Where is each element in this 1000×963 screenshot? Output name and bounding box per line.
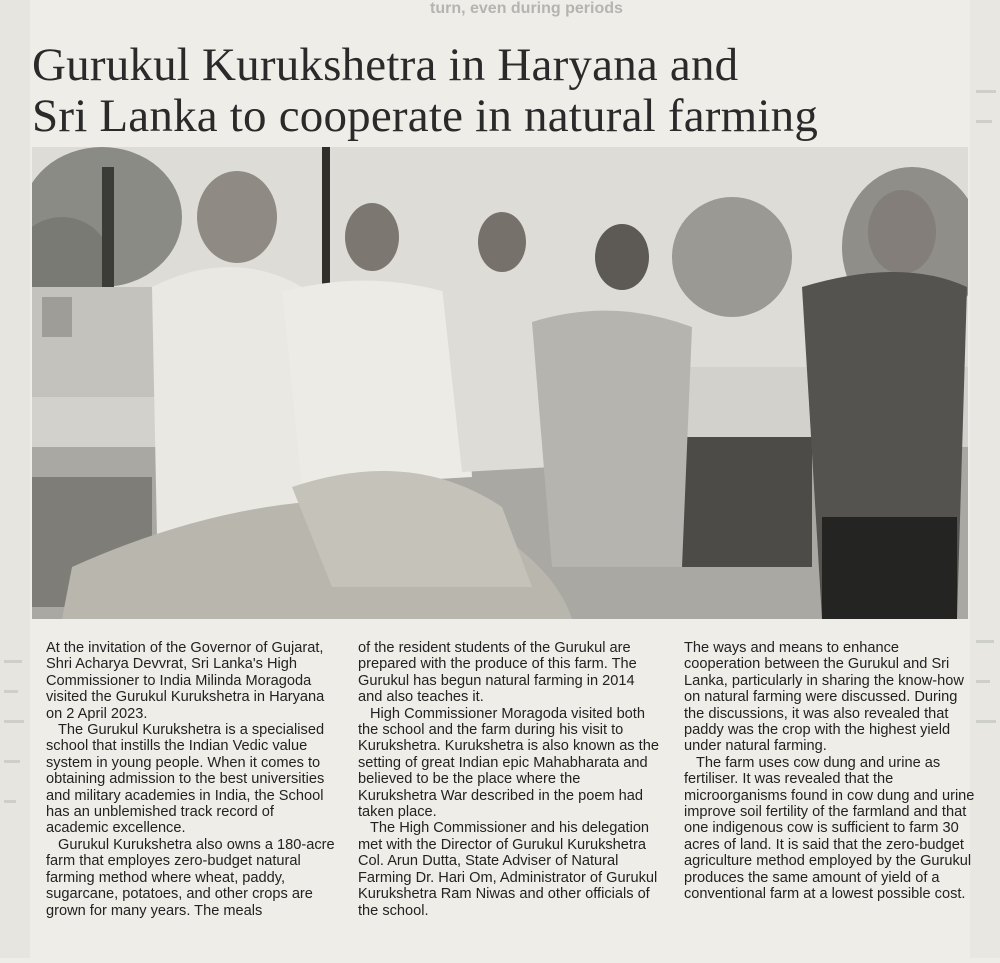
left-edge-texture — [0, 0, 30, 958]
paragraph: At the invitation of the Governor of Gujarat, Shri Acharya Devvrat, Sri Lanka's High Commissioner to India Milinda Moragoda visited the Gurukul Kurukshetra in Haryana on 2 April 2023. — [46, 640, 325, 722]
headline-line-1: Gurukul Kurukshetra in Haryana and — [32, 39, 739, 91]
paragraph: The farm uses cow dung and urine as fertiliser. It was revealed that the microorganisms found in cow dung and urine improve soil fertility of the farmland and that one indigenous cow is sufficient to farm 30 acres of land. It is said that the zero-budget agriculture method employed by the Gurukul produces the same amount of yield of a conventional farm at a lowest possible cost. — [684, 754, 975, 903]
article-column-3 — [684, 640, 979, 903]
article-column-1 — [46, 640, 336, 919]
left-edge-bleed — [0, 0, 30, 958]
article-photo — [32, 147, 968, 619]
article-headline — [32, 40, 972, 142]
article-column-2 — [358, 640, 663, 919]
paragraph: High Commissioner Moragoda visited both the school and the farm during his visit to Kurukshetra. Kurukshetra is also known as the setting of great Indian epic Mahabharata and believed to be the place where the Kurukshetra War described in the poem had taken place. — [358, 705, 659, 821]
paragraph: Gurukul Kurukshetra also owns a 180-acre farm that employes zero-budget natural farming method where wheat, paddy, sugarcane, potatoes, and other crops are grown for many years. The meals — [46, 836, 335, 919]
paragraph: The High Commissioner and his delegation met with the Director of Gurukul Kurukshetra Col. Arun Dutta, State Adviser of Natural Farming Dr. Hari Om, Administrator of Gurukul Kurukshetra Ram Niwas and other officials of the school. — [358, 820, 658, 919]
paragraph: of the resident students of the Gurukul are prepared with the produce of this farm. The Gurukul has begun natural farming in 2014 and also teaches it. — [358, 640, 637, 706]
news-photo-icon — [32, 147, 968, 619]
paragraph: The Gurukul Kurukshetra is a specialised school that instills the Indian Vedic value system in young people. When it comes to obtaining admission to the best universities and military academies in India, the School has an unblemished track record of academic excellence. — [46, 722, 325, 837]
bleed-through-text: turn, even during periods — [430, 0, 623, 17]
headline-line-2: Sri Lanka to cooperate in natural farming — [32, 90, 819, 142]
paragraph: The ways and means to enhance cooperation between the Gurukul and Sri Lanka, particularly in sharing the know-how on natural farming were discussed. During the discussions, it was also revealed that paddy was the crop with the highest yield under natural farming. — [684, 640, 964, 755]
